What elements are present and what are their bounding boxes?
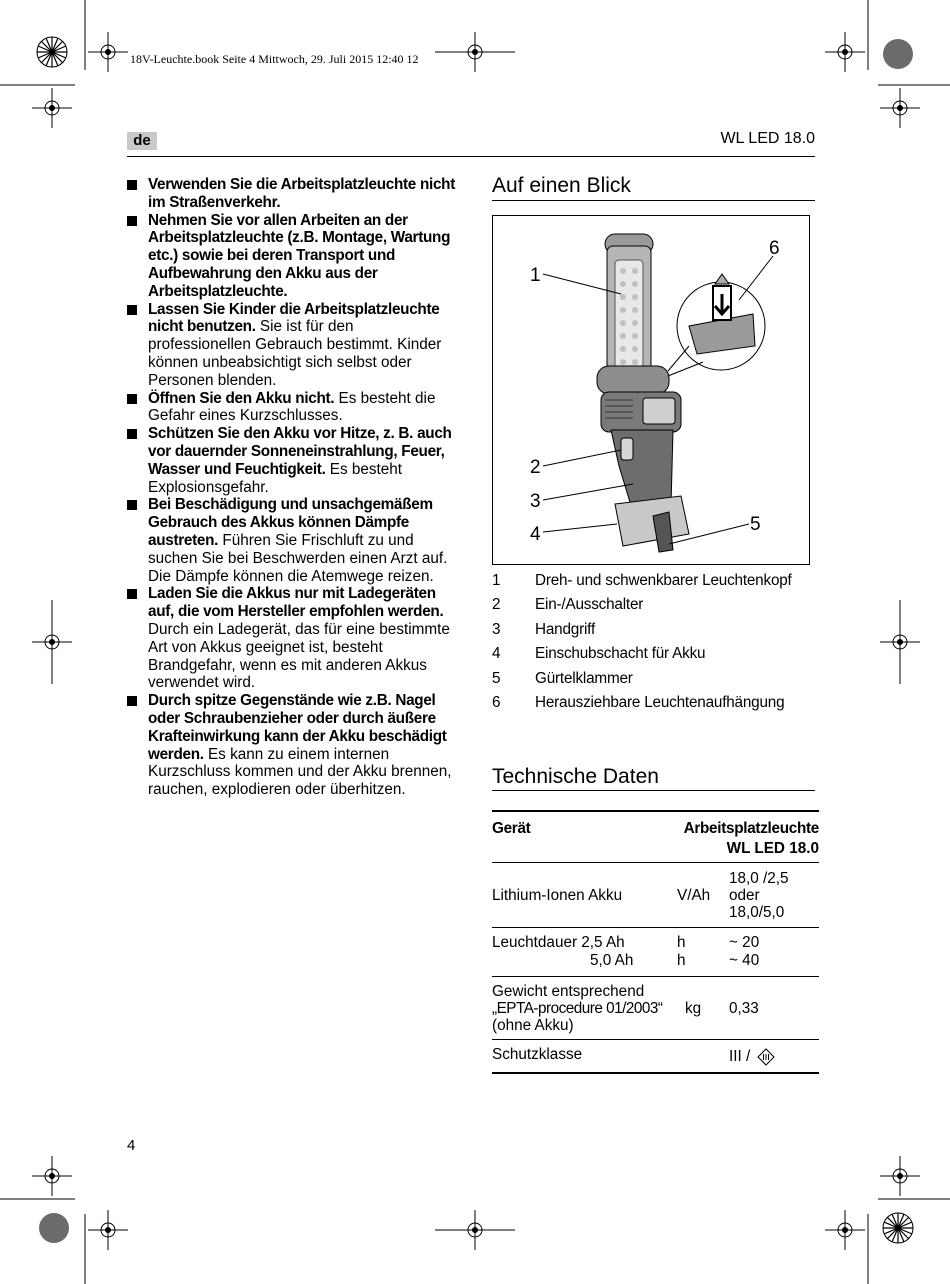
page-number: 4 bbox=[127, 1137, 136, 1154]
callout-4: 4 bbox=[530, 524, 541, 545]
safety-item bbox=[127, 301, 457, 390]
legend-item bbox=[492, 621, 812, 639]
legend-number: 4 bbox=[492, 645, 501, 663]
spec-label: 5,0 Ah bbox=[590, 952, 634, 969]
spec-unit: h bbox=[677, 934, 686, 951]
safety-warnings bbox=[127, 176, 457, 799]
table-row bbox=[492, 1040, 819, 1072]
spec-label: Gewicht entsprechend bbox=[492, 983, 645, 1000]
safety-item-text: Sie ist für den professionellen Gebrauch bestimmt. Kinder können unbeabsichtigt sich selbst oder Personen blenden. bbox=[148, 318, 442, 389]
safety-item-bold: Laden Sie die Akkus nur mit Ladegeräten auf, die vom Hersteller empfohlen werden. bbox=[148, 585, 444, 621]
legend-text: Dreh- und schwenkbarer Leuchtenkopf bbox=[535, 572, 792, 589]
specs-title: Technische Daten bbox=[492, 765, 659, 788]
safety-item-text: Führen Sie Frischluft zu und suchen Sie bei Beschwerden einen Arzt auf. Die Dämpfe können die Atemwege reizen. bbox=[148, 531, 448, 585]
bullet-square-icon bbox=[127, 180, 137, 190]
safety-item-bold: Bei Beschädigung und unsachgemäßem Gebrauch des Akkus können Dämpfe austreten. bbox=[148, 496, 433, 549]
spec-unit: h bbox=[677, 952, 686, 969]
book-info-line: 18V-Leuchte.book Seite 4 Mittwoch, 29. Juli 2015 12:40 12 bbox=[130, 52, 419, 66]
table-row bbox=[492, 977, 819, 1039]
bullet-square-icon bbox=[127, 589, 137, 599]
spec-unit: kg bbox=[685, 1000, 702, 1017]
safety-item-bold: Schützen Sie den Akku vor Hitze, z. B. auch vor dauernder Sonneneinstrahlung, Feuer, Wasser und Feuchtigkeit. bbox=[148, 425, 452, 478]
legend-number: 2 bbox=[492, 596, 501, 614]
overview-title-rule bbox=[492, 200, 815, 201]
safety-list bbox=[127, 176, 457, 799]
overview-title: Auf einen Blick bbox=[492, 174, 631, 197]
spec-value: III / bbox=[729, 1048, 751, 1065]
legend-item bbox=[492, 670, 812, 688]
safety-item-bold: Lassen Sie Kinder die Arbeitsplatzleuchte nicht benutzen. bbox=[148, 300, 440, 336]
callout-6: 6 bbox=[769, 238, 780, 259]
safety-item-bold: Öffnen Sie den Akku nicht. bbox=[148, 389, 335, 407]
safety-item-text: Es kann zu einem internen Kurzschluss kommen und der Akku brennen, rauchen, explodieren oder überhitzen. bbox=[148, 745, 452, 799]
table-row bbox=[492, 812, 819, 862]
product-figure bbox=[492, 215, 810, 565]
spec-value: 18,0/5,0 bbox=[729, 904, 785, 921]
bullet-square-icon bbox=[127, 500, 137, 510]
safety-item-bold: Durch spitze Gegenstände wie z.B. Nagel oder Schraubenzieher oder durch äußere Krafteinwirkung kann der Akku beschädigt werden. bbox=[148, 692, 447, 763]
legend-item bbox=[492, 596, 812, 614]
specs-table bbox=[492, 810, 819, 1074]
legend-text: Einschubschacht für Akku bbox=[535, 645, 706, 663]
device-name: Arbeitsplatzleuchte bbox=[683, 820, 819, 837]
legend-text: Handgriff bbox=[535, 620, 595, 638]
safety-item-bold: Nehmen Sie vor allen Arbeiten an der Arbeitsplatzleuchte (z.B. Montage, Wartung etc.) sowie bei deren Transport und Aufbewahrung den Akku aus der Arbeitsplatzleuchte. bbox=[148, 211, 451, 300]
safety-item bbox=[127, 496, 457, 585]
legend-number: 6 bbox=[492, 694, 501, 712]
bullet-square-icon bbox=[127, 696, 137, 706]
specs-title-rule bbox=[492, 790, 815, 791]
model-name: WL LED 18.0 bbox=[720, 130, 815, 147]
legend-number: 5 bbox=[492, 669, 501, 687]
spec-value: ~ 20 bbox=[729, 934, 760, 951]
protection-class-iii-icon bbox=[757, 1048, 775, 1066]
callout-2: 2 bbox=[530, 457, 541, 478]
table-rule bbox=[492, 1072, 819, 1074]
spec-value: 18,0 /2,5 bbox=[729, 870, 789, 887]
legend-text: Ein-/Ausschalter bbox=[535, 596, 644, 614]
spec-label: Gerät bbox=[492, 820, 531, 837]
device-model: WL LED 18.0 bbox=[726, 840, 819, 857]
bullet-square-icon bbox=[127, 305, 137, 315]
safety-item bbox=[127, 692, 457, 799]
legend-text: Herausziehbare Leuchtenaufhängung bbox=[535, 694, 785, 712]
safety-item-text: Es besteht Explosionsgefahr. bbox=[148, 460, 403, 496]
spec-label: Schutzklasse bbox=[492, 1046, 583, 1063]
figure-legend bbox=[492, 572, 812, 718]
callout-1: 1 bbox=[530, 265, 541, 286]
table-row bbox=[492, 928, 819, 976]
spec-value: 0,33 bbox=[729, 1000, 759, 1017]
spec-value: ~ 40 bbox=[729, 952, 760, 969]
bullet-square-icon bbox=[127, 394, 137, 404]
language-tag: de bbox=[127, 132, 157, 150]
bullet-square-icon bbox=[127, 216, 137, 226]
spec-label: Lithium-Ionen Akku bbox=[492, 887, 623, 904]
safety-item bbox=[127, 212, 457, 301]
spec-label: „EPTA-procedure 01/2003“ bbox=[492, 1000, 663, 1017]
spec-label: (ohne Akku) bbox=[492, 1017, 574, 1034]
safety-item bbox=[127, 390, 457, 426]
safety-item-text: Durch ein Ladegerät, das für eine bestimmte Art von Akkus geeignet ist, besteht Brandgefahr, wenn es mit anderen Akkus verwendet wird. bbox=[148, 620, 450, 692]
spec-value: oder bbox=[729, 887, 760, 904]
header-rule bbox=[127, 156, 815, 157]
safety-item-text: Es besteht die Gefahr eines Kurzschlusses. bbox=[148, 389, 436, 425]
legend-text: Gürtelklammer bbox=[535, 669, 633, 687]
legend-item bbox=[492, 572, 812, 590]
legend-number: 1 bbox=[492, 572, 501, 589]
safety-item-bold: Verwenden Sie die Arbeitsplatzleuchte nicht im Straßenverkehr. bbox=[148, 176, 455, 211]
callout-5: 5 bbox=[750, 514, 761, 535]
spec-label: Leuchtdauer 2,5 Ah bbox=[492, 934, 625, 951]
legend-item bbox=[492, 645, 812, 663]
legend-item bbox=[492, 694, 812, 712]
table-row bbox=[492, 863, 819, 927]
callout-3: 3 bbox=[530, 491, 541, 512]
bullet-square-icon bbox=[127, 429, 137, 439]
safety-item bbox=[127, 585, 457, 692]
legend-number: 3 bbox=[492, 620, 501, 638]
spec-unit: V/Ah bbox=[677, 887, 711, 904]
safety-item bbox=[127, 425, 457, 496]
safety-item bbox=[127, 176, 457, 212]
